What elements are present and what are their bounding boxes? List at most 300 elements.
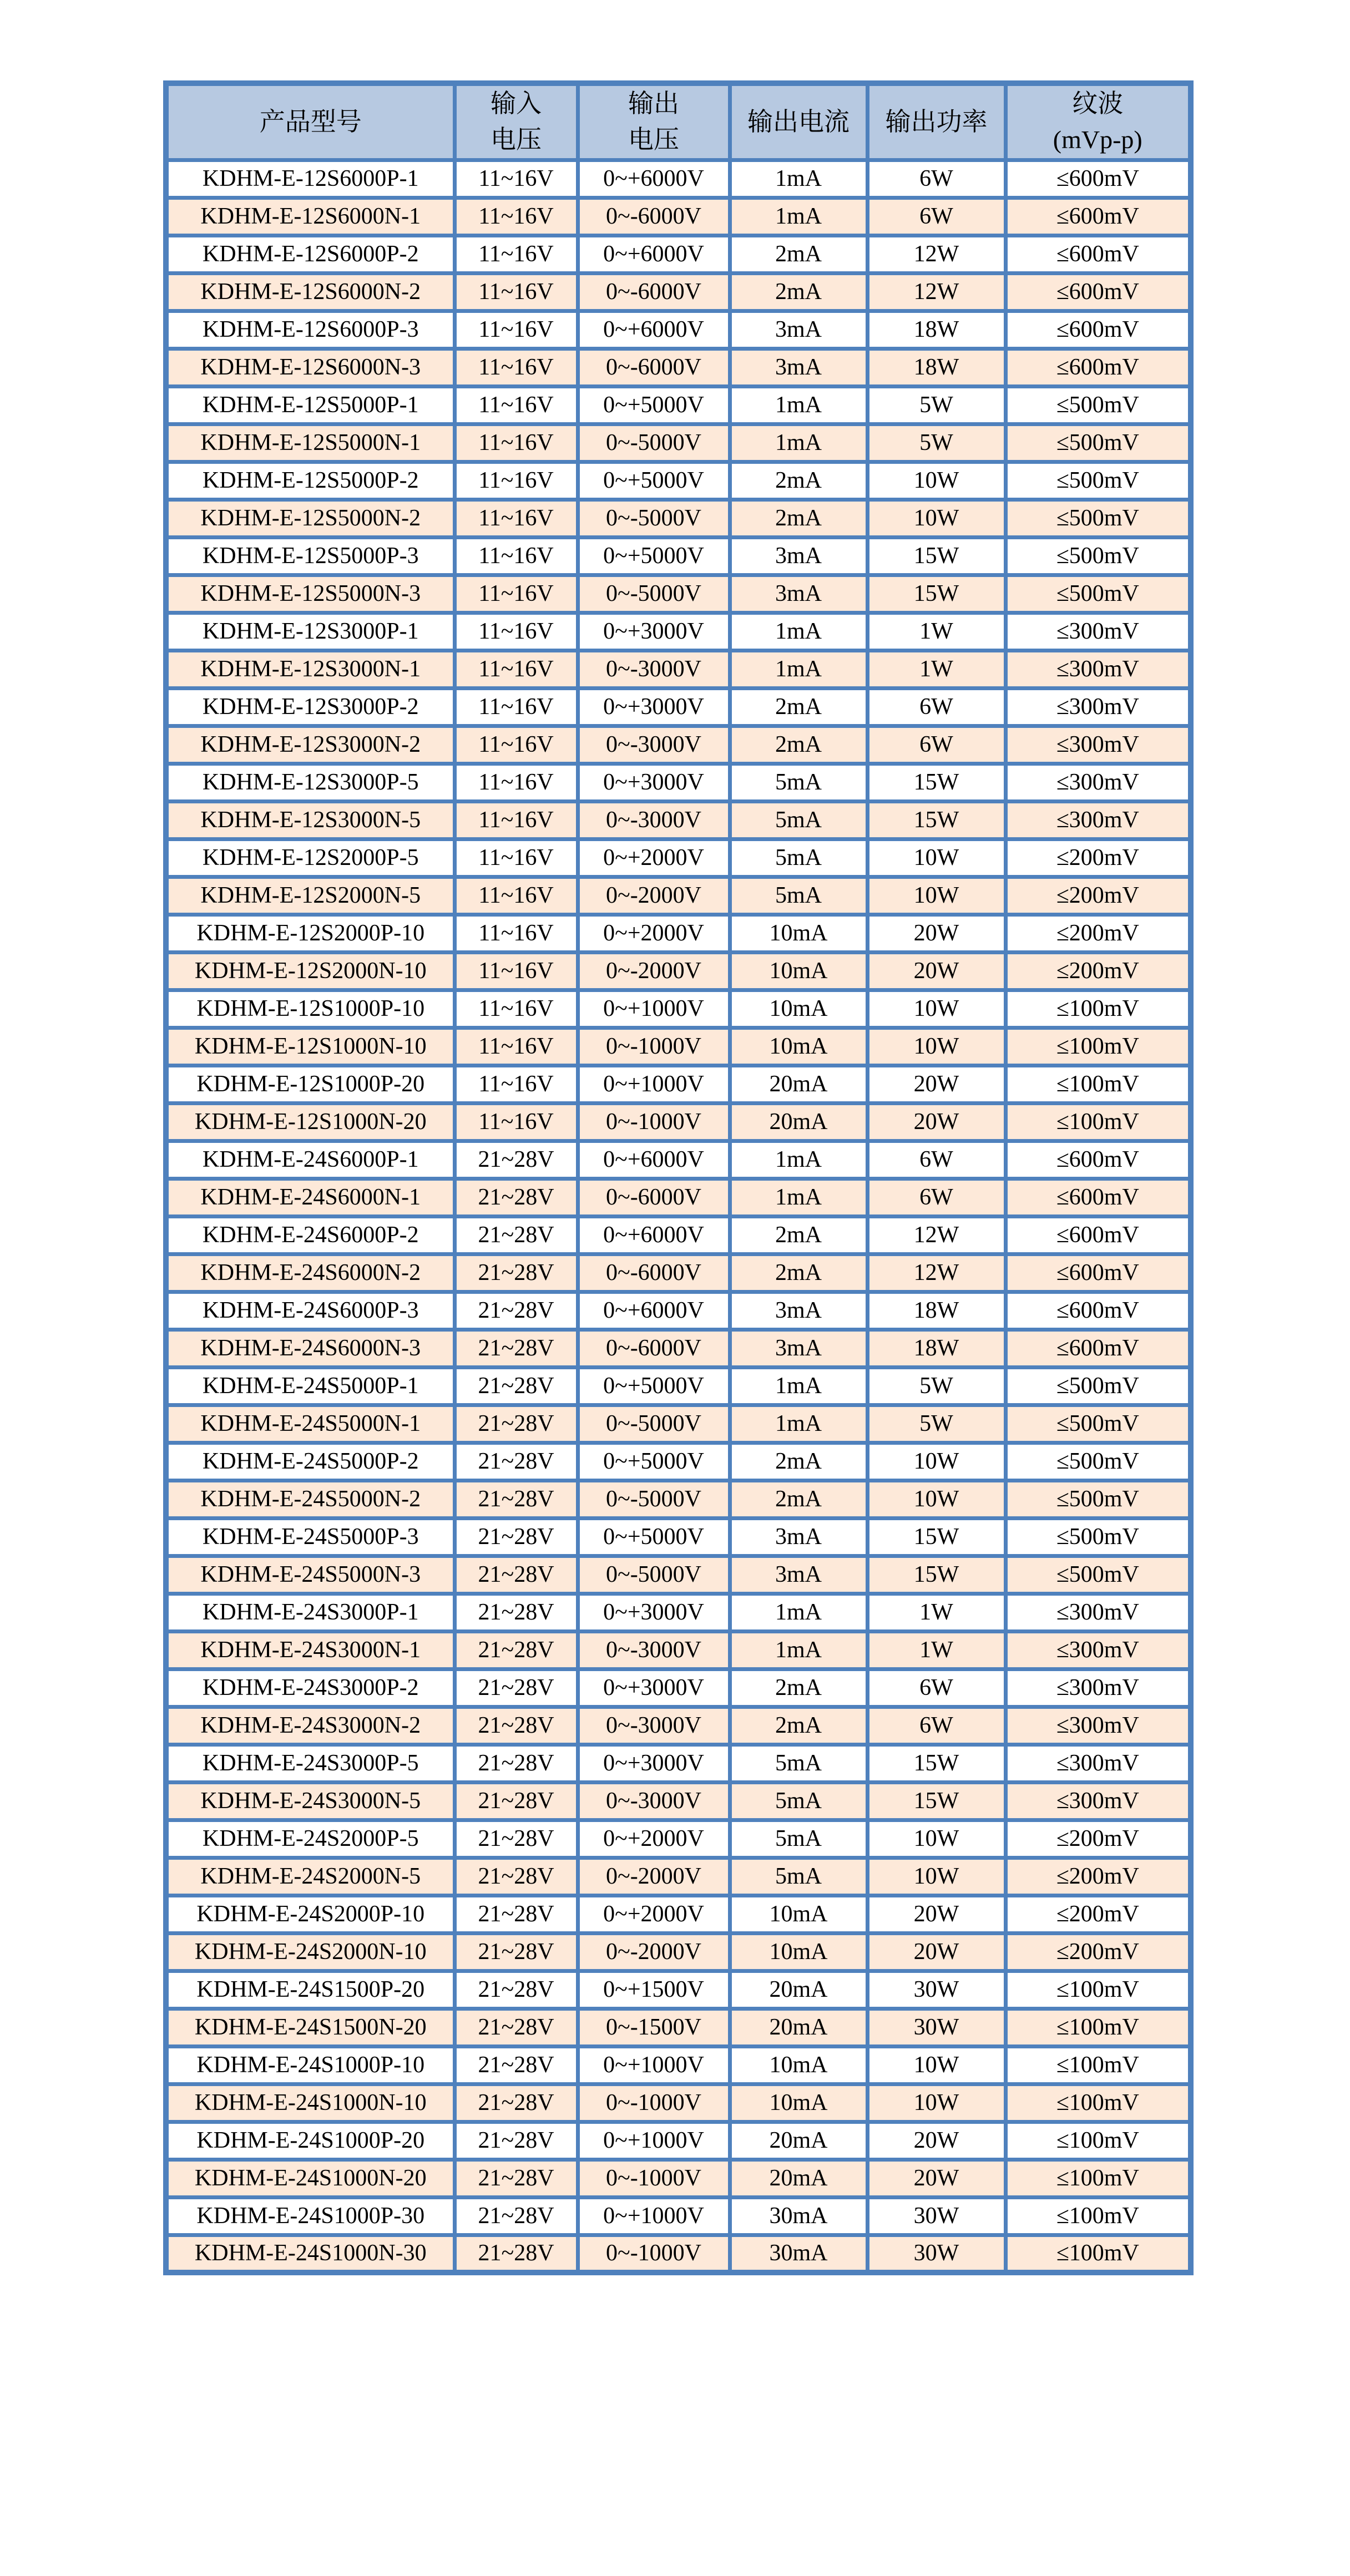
cell-output-power: 6W [867,198,1005,235]
table-row [166,386,1191,424]
table-row [166,1669,1191,1707]
cell-output-power: 18W [867,348,1005,386]
cell-model: KDHM-E-12S3000N-5 [166,801,454,839]
cell-output-voltage: 0~+5000V [578,386,730,424]
header-line: 产品型号 [259,107,362,136]
cell-ripple: ≤200mV [1005,1820,1191,1858]
cell-output-voltage: 0~+6000V [578,1292,730,1329]
cell-output-current: 20mA [730,1065,867,1103]
cell-output-current: 5mA [730,877,867,914]
cell-input-voltage: 21~28V [454,1443,578,1480]
cell-output-current: 20mA [730,2008,867,2046]
cell-ripple: ≤100mV [1005,2197,1191,2235]
cell-input-voltage: 21~28V [454,1707,578,1744]
cell-model: KDHM-E-24S1000P-30 [166,2197,454,2235]
cell-input-voltage: 11~16V [454,198,578,235]
cell-input-voltage: 21~28V [454,1254,578,1292]
cell-output-current: 5mA [730,1744,867,1782]
cell-output-voltage: 0~+6000V [578,1141,730,1178]
cell-input-voltage: 21~28V [454,1593,578,1631]
cell-output-power: 12W [867,1216,1005,1254]
cell-output-power: 10W [867,2084,1005,2122]
cell-output-power: 15W [867,763,1005,801]
table-row [166,1593,1191,1631]
cell-output-power: 15W [867,575,1005,613]
cell-ripple: ≤300mV [1005,1707,1191,1744]
cell-output-voltage: 0~+2000V [578,1820,730,1858]
cell-output-current: 20mA [730,2159,867,2197]
cell-output-current: 10mA [730,1028,867,1065]
cell-output-voltage: 0~-2000V [578,1933,730,1971]
cell-output-voltage: 0~-5000V [578,1405,730,1443]
header-line: 输出功率 [885,107,988,136]
cell-model: KDHM-E-24S1500P-20 [166,1971,454,2008]
cell-ripple: ≤600mV [1005,160,1191,198]
table-row [166,2122,1191,2159]
cell-input-voltage: 21~28V [454,2159,578,2197]
cell-input-voltage: 11~16V [454,763,578,801]
cell-model: KDHM-E-24S3000P-5 [166,1744,454,1782]
cell-output-voltage: 0~+5000V [578,462,730,499]
cell-model: KDHM-E-12S5000N-1 [166,424,454,462]
cell-output-voltage: 0~+6000V [578,1216,730,1254]
table-row [166,1631,1191,1669]
table-row [166,763,1191,801]
cell-input-voltage: 11~16V [454,914,578,952]
cell-output-voltage: 0~-3000V [578,726,730,763]
table-row [166,650,1191,688]
cell-input-voltage: 11~16V [454,235,578,273]
table-row [166,1367,1191,1405]
cell-ripple: ≤200mV [1005,1895,1191,1933]
cell-model: KDHM-E-12S6000P-2 [166,235,454,273]
cell-output-current: 2mA [730,1254,867,1292]
cell-ripple: ≤100mV [1005,2084,1191,2122]
cell-output-voltage: 0~-5000V [578,424,730,462]
table-row [166,2008,1191,2046]
cell-output-power: 6W [867,160,1005,198]
cell-output-power: 10W [867,1443,1005,1480]
cell-output-current: 10mA [730,2084,867,2122]
cell-output-power: 6W [867,1669,1005,1707]
cell-output-current: 1mA [730,160,867,198]
cell-input-voltage: 21~28V [454,1858,578,1895]
cell-ripple: ≤200mV [1005,877,1191,914]
cell-ripple: ≤300mV [1005,688,1191,726]
cell-input-voltage: 21~28V [454,1820,578,1858]
cell-input-voltage: 21~28V [454,1292,578,1329]
cell-ripple: ≤500mV [1005,424,1191,462]
table-row [166,273,1191,311]
cell-output-power: 12W [867,273,1005,311]
cell-output-voltage: 0~+2000V [578,914,730,952]
cell-input-voltage: 11~16V [454,952,578,990]
cell-output-voltage: 0~+3000V [578,688,730,726]
cell-output-power: 18W [867,1329,1005,1367]
cell-input-voltage: 11~16V [454,273,578,311]
table-row [166,537,1191,575]
cell-model: KDHM-E-24S5000P-1 [166,1367,454,1405]
cell-model: KDHM-E-24S1000N-20 [166,2159,454,2197]
table-row [166,1518,1191,1556]
table-row [166,1707,1191,1744]
cell-output-power: 20W [867,1933,1005,1971]
cell-input-voltage: 11~16V [454,990,578,1028]
cell-model: KDHM-E-12S3000P-5 [166,763,454,801]
cell-ripple: ≤600mV [1005,1329,1191,1367]
cell-output-voltage: 0~+5000V [578,1443,730,1480]
cell-ripple: ≤500mV [1005,462,1191,499]
cell-output-voltage: 0~-5000V [578,1556,730,1593]
cell-output-current: 3mA [730,1329,867,1367]
table-header [166,83,1191,160]
table-body [166,160,1191,2273]
cell-output-power: 20W [867,914,1005,952]
cell-model: KDHM-E-12S6000N-3 [166,348,454,386]
cell-output-power: 5W [867,1405,1005,1443]
cell-output-voltage: 0~-6000V [578,1329,730,1367]
cell-output-power: 10W [867,839,1005,877]
table-row [166,575,1191,613]
cell-model: KDHM-E-12S3000N-1 [166,650,454,688]
cell-ripple: ≤100mV [1005,1065,1191,1103]
cell-model: KDHM-E-12S2000P-5 [166,839,454,877]
cell-output-current: 1mA [730,198,867,235]
cell-input-voltage: 11~16V [454,386,578,424]
cell-output-current: 3mA [730,1292,867,1329]
table-row [166,801,1191,839]
cell-input-voltage: 21~28V [454,1216,578,1254]
cell-output-voltage: 0~-1000V [578,1103,730,1141]
cell-output-current: 1mA [730,1631,867,1669]
cell-output-current: 1mA [730,1178,867,1216]
cell-output-power: 20W [867,1065,1005,1103]
cell-ripple: ≤500mV [1005,1405,1191,1443]
cell-ripple: ≤500mV [1005,575,1191,613]
cell-ripple: ≤500mV [1005,1443,1191,1480]
cell-ripple: ≤600mV [1005,273,1191,311]
cell-ripple: ≤100mV [1005,1028,1191,1065]
table-row [166,2084,1191,2122]
cell-output-voltage: 0~-3000V [578,650,730,688]
table-row [166,1782,1191,1820]
cell-input-voltage: 21~28V [454,1329,578,1367]
cell-output-power: 20W [867,1895,1005,1933]
cell-output-current: 10mA [730,1933,867,1971]
cell-ripple: ≤600mV [1005,1254,1191,1292]
table-row [166,1933,1191,1971]
cell-model: KDHM-E-24S1000P-10 [166,2046,454,2084]
cell-model: KDHM-E-12S2000N-10 [166,952,454,990]
cell-output-power: 15W [867,1782,1005,1820]
cell-ripple: ≤300mV [1005,1744,1191,1782]
table-row [166,688,1191,726]
cell-output-power: 1W [867,650,1005,688]
product-spec-table [163,80,1194,2275]
cell-output-power: 10W [867,877,1005,914]
table-row [166,1556,1191,1593]
cell-output-voltage: 0~-6000V [578,198,730,235]
cell-output-current: 2mA [730,1480,867,1518]
table-row [166,914,1191,952]
cell-output-voltage: 0~-1500V [578,2008,730,2046]
cell-output-voltage: 0~+5000V [578,1518,730,1556]
cell-ripple: ≤200mV [1005,839,1191,877]
table-row [166,1820,1191,1858]
cell-model: KDHM-E-12S5000N-3 [166,575,454,613]
cell-ripple: ≤200mV [1005,1933,1191,1971]
cell-model: KDHM-E-12S2000N-5 [166,877,454,914]
table-row [166,1405,1191,1443]
cell-model: KDHM-E-12S1000P-20 [166,1065,454,1103]
cell-ripple: ≤100mV [1005,2159,1191,2197]
cell-ripple: ≤500mV [1005,537,1191,575]
cell-output-voltage: 0~-1000V [578,1028,730,1065]
table-row [166,2046,1191,2084]
header-line: 电压 [491,125,542,154]
cell-output-current: 10mA [730,914,867,952]
cell-output-power: 10W [867,1858,1005,1895]
cell-ripple: ≤500mV [1005,1518,1191,1556]
cell-output-current: 1mA [730,1367,867,1405]
cell-input-voltage: 21~28V [454,1631,578,1669]
cell-output-current: 10mA [730,2046,867,2084]
cell-input-voltage: 21~28V [454,1480,578,1518]
cell-output-voltage: 0~-5000V [578,575,730,613]
cell-output-power: 10W [867,2046,1005,2084]
cell-input-voltage: 21~28V [454,1405,578,1443]
cell-output-power: 10W [867,499,1005,537]
cell-output-current: 2mA [730,499,867,537]
header-line: 纹波 [1072,89,1124,118]
cell-model: KDHM-E-12S6000N-2 [166,273,454,311]
column-header-output-power [867,83,1005,160]
cell-model: KDHM-E-24S3000N-5 [166,1782,454,1820]
table-row [166,1178,1191,1216]
cell-output-voltage: 0~-6000V [578,273,730,311]
cell-model: KDHM-E-24S5000P-2 [166,1443,454,1480]
table-row [166,462,1191,499]
cell-ripple: ≤300mV [1005,1631,1191,1669]
header-line: 输出 [628,89,679,118]
cell-model: KDHM-E-24S6000N-2 [166,1254,454,1292]
cell-output-voltage: 0~-6000V [578,348,730,386]
cell-model: KDHM-E-12S3000P-2 [166,688,454,726]
cell-model: KDHM-E-24S3000N-1 [166,1631,454,1669]
cell-output-voltage: 0~-3000V [578,1707,730,1744]
cell-output-voltage: 0~-1000V [578,2159,730,2197]
cell-ripple: ≤300mV [1005,650,1191,688]
cell-model: KDHM-E-24S3000N-2 [166,1707,454,1744]
cell-output-voltage: 0~+6000V [578,235,730,273]
cell-model: KDHM-E-24S6000P-1 [166,1141,454,1178]
cell-input-voltage: 11~16V [454,1065,578,1103]
table-row [166,613,1191,650]
cell-output-current: 20mA [730,2122,867,2159]
cell-ripple: ≤500mV [1005,1367,1191,1405]
cell-model: KDHM-E-24S1000P-20 [166,2122,454,2159]
cell-ripple: ≤300mV [1005,1782,1191,1820]
cell-output-power: 1W [867,613,1005,650]
cell-input-voltage: 11~16V [454,1103,578,1141]
cell-output-power: 20W [867,1103,1005,1141]
table-row [166,1254,1191,1292]
header-line: 输出电流 [747,107,850,136]
cell-output-voltage: 0~+2000V [578,839,730,877]
table-row [166,1329,1191,1367]
cell-output-voltage: 0~-3000V [578,1631,730,1669]
cell-output-current: 1mA [730,424,867,462]
column-header-model [166,83,454,160]
cell-output-voltage: 0~+5000V [578,537,730,575]
header-line: 输入 [491,89,542,118]
cell-output-current: 5mA [730,839,867,877]
cell-ripple: ≤200mV [1005,914,1191,952]
cell-input-voltage: 11~16V [454,575,578,613]
cell-input-voltage: 11~16V [454,650,578,688]
table-row [166,1858,1191,1895]
table-row [166,311,1191,348]
cell-model: KDHM-E-24S5000N-2 [166,1480,454,1518]
cell-model: KDHM-E-12S2000P-10 [166,914,454,952]
cell-input-voltage: 11~16V [454,424,578,462]
cell-ripple: ≤600mV [1005,198,1191,235]
cell-output-power: 18W [867,1292,1005,1329]
cell-model: KDHM-E-12S3000P-1 [166,613,454,650]
cell-input-voltage: 11~16V [454,1028,578,1065]
cell-output-current: 5mA [730,1782,867,1820]
cell-output-power: 10W [867,1480,1005,1518]
cell-input-voltage: 21~28V [454,1782,578,1820]
cell-ripple: ≤600mV [1005,311,1191,348]
cell-output-current: 1mA [730,1405,867,1443]
column-header-output-voltage [578,83,730,160]
table-row [166,1292,1191,1329]
cell-output-current: 10mA [730,1895,867,1933]
cell-ripple: ≤100mV [1005,2046,1191,2084]
cell-input-voltage: 21~28V [454,1933,578,1971]
cell-model: KDHM-E-24S3000P-2 [166,1669,454,1707]
cell-input-voltage: 21~28V [454,2235,578,2273]
cell-output-current: 1mA [730,386,867,424]
cell-output-power: 6W [867,688,1005,726]
cell-output-power: 1W [867,1593,1005,1631]
cell-output-power: 20W [867,952,1005,990]
cell-input-voltage: 21~28V [454,1367,578,1405]
cell-input-voltage: 11~16V [454,877,578,914]
cell-input-voltage: 21~28V [454,1744,578,1782]
column-header-output-current [730,83,867,160]
cell-ripple: ≤600mV [1005,1178,1191,1216]
cell-output-voltage: 0~-2000V [578,877,730,914]
table-row [166,499,1191,537]
cell-output-voltage: 0~-5000V [578,499,730,537]
table-row [166,1744,1191,1782]
cell-input-voltage: 11~16V [454,613,578,650]
cell-output-power: 6W [867,1707,1005,1744]
cell-input-voltage: 11~16V [454,726,578,763]
cell-output-current: 3mA [730,1518,867,1556]
cell-input-voltage: 21~28V [454,2008,578,2046]
cell-model: KDHM-E-24S2000P-10 [166,1895,454,1933]
cell-model: KDHM-E-24S1000N-30 [166,2235,454,2273]
cell-output-voltage: 0~-3000V [578,1782,730,1820]
cell-output-power: 1W [867,1631,1005,1669]
cell-output-voltage: 0~+2000V [578,1895,730,1933]
table-row [166,1216,1191,1254]
cell-input-voltage: 11~16V [454,462,578,499]
cell-input-voltage: 21~28V [454,2122,578,2159]
cell-output-power: 15W [867,801,1005,839]
table-row [166,1480,1191,1518]
cell-ripple: ≤500mV [1005,499,1191,537]
cell-output-power: 15W [867,1556,1005,1593]
cell-output-voltage: 0~+1000V [578,2046,730,2084]
cell-input-voltage: 21~28V [454,1141,578,1178]
cell-input-voltage: 11~16V [454,537,578,575]
table-row [166,2197,1191,2235]
cell-ripple: ≤300mV [1005,763,1191,801]
cell-model: KDHM-E-12S6000P-1 [166,160,454,198]
cell-ripple: ≤100mV [1005,1971,1191,2008]
cell-output-current: 20mA [730,1103,867,1141]
cell-output-voltage: 0~+1000V [578,2122,730,2159]
cell-output-voltage: 0~-2000V [578,952,730,990]
cell-output-power: 12W [867,235,1005,273]
cell-model: KDHM-E-24S5000P-3 [166,1518,454,1556]
cell-output-current: 1mA [730,1141,867,1178]
cell-model: KDHM-E-12S6000P-3 [166,311,454,348]
cell-output-power: 15W [867,1518,1005,1556]
cell-output-voltage: 0~-6000V [578,1254,730,1292]
cell-output-power: 20W [867,2159,1005,2197]
cell-input-voltage: 21~28V [454,1556,578,1593]
cell-model: KDHM-E-12S5000P-1 [166,386,454,424]
cell-output-power: 15W [867,1744,1005,1782]
cell-output-voltage: 0~-1000V [578,2235,730,2273]
cell-model: KDHM-E-24S6000P-3 [166,1292,454,1329]
cell-input-voltage: 21~28V [454,1518,578,1556]
cell-output-power: 5W [867,1367,1005,1405]
cell-output-voltage: 0~-3000V [578,801,730,839]
cell-model: KDHM-E-24S1000N-10 [166,2084,454,2122]
cell-output-power: 10W [867,1820,1005,1858]
cell-ripple: ≤600mV [1005,1292,1191,1329]
table-row [166,726,1191,763]
table-row [166,1028,1191,1065]
cell-model: KDHM-E-24S2000N-5 [166,1858,454,1895]
cell-output-voltage: 0~+3000V [578,1744,730,1782]
cell-ripple: ≤300mV [1005,1593,1191,1631]
cell-input-voltage: 11~16V [454,839,578,877]
cell-output-voltage: 0~-1000V [578,2084,730,2122]
cell-output-voltage: 0~+3000V [578,763,730,801]
table-row [166,160,1191,198]
cell-output-power: 10W [867,990,1005,1028]
cell-input-voltage: 21~28V [454,2197,578,2235]
cell-model: KDHM-E-12S1000N-10 [166,1028,454,1065]
cell-output-power: 5W [867,386,1005,424]
cell-ripple: ≤200mV [1005,1858,1191,1895]
cell-input-voltage: 11~16V [454,160,578,198]
cell-output-voltage: 0~-5000V [578,1480,730,1518]
cell-output-voltage: 0~+3000V [578,613,730,650]
header-line: (mVp-p) [1053,125,1142,154]
cell-output-current: 20mA [730,1971,867,2008]
cell-model: KDHM-E-12S5000P-2 [166,462,454,499]
table-row [166,2235,1191,2273]
cell-output-current: 2mA [730,235,867,273]
